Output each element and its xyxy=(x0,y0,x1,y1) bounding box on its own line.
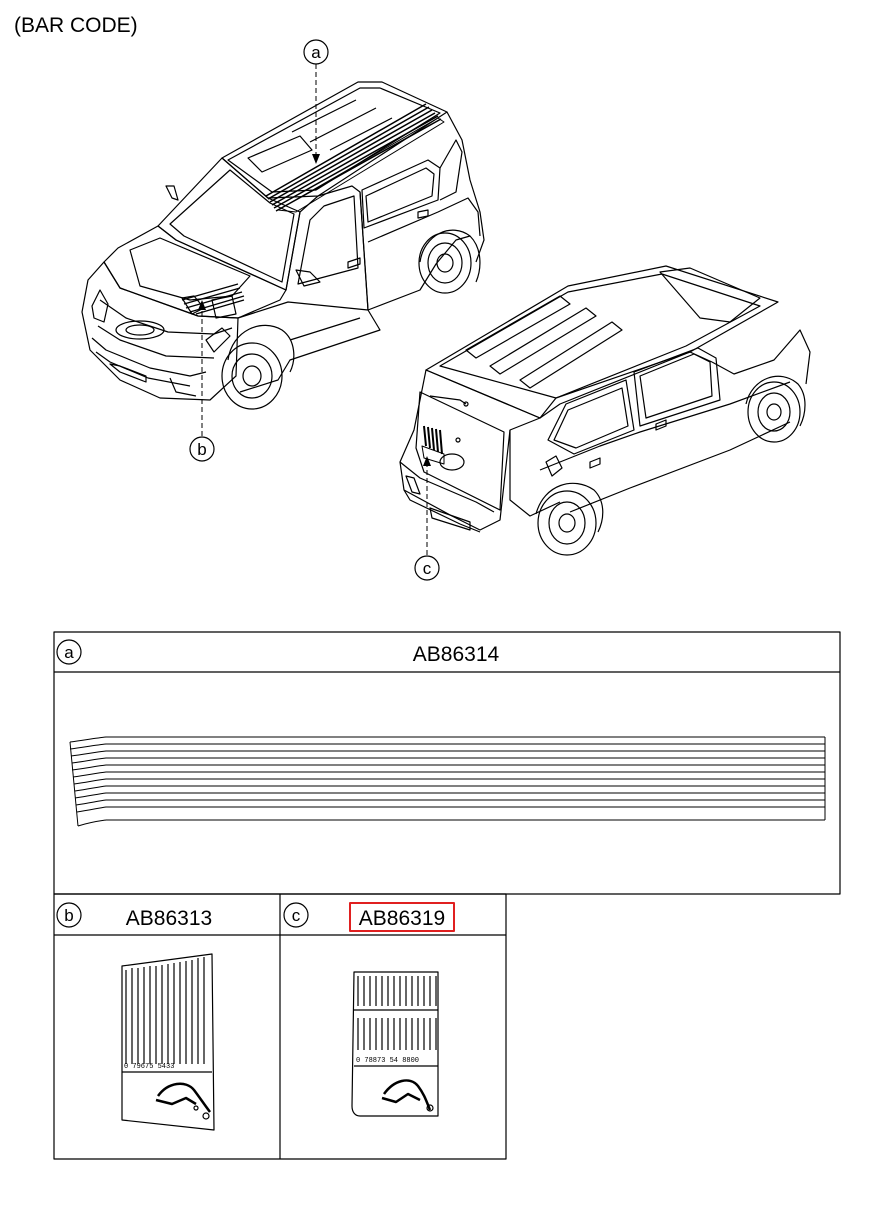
barcode-text-c: 0 78873 54 8800 xyxy=(356,1057,420,1065)
part-number-c: AB86319 xyxy=(358,907,446,930)
row-c-letter: c xyxy=(291,906,301,925)
barcode-decal-c xyxy=(352,972,438,1116)
row-b-letter: b xyxy=(64,906,74,925)
car-front-view xyxy=(82,82,484,409)
stripe-decal-drawing xyxy=(70,737,825,826)
parts-table xyxy=(54,632,840,1159)
callout-b-label: b xyxy=(197,440,207,459)
part-number-a: AB86314 xyxy=(412,643,500,666)
callout-c-label: c xyxy=(422,559,432,578)
part-number-b: AB86313 xyxy=(125,907,213,930)
callout-leaders xyxy=(202,64,427,555)
barcode-decal-b xyxy=(122,954,214,1130)
row-a-letter: a xyxy=(64,643,74,662)
car-rear-view xyxy=(400,266,810,555)
callout-a-label: a xyxy=(311,43,321,62)
page-title: (BAR CODE) xyxy=(14,14,138,37)
barcode-text-b: 0 79675 5433 xyxy=(124,1063,175,1071)
